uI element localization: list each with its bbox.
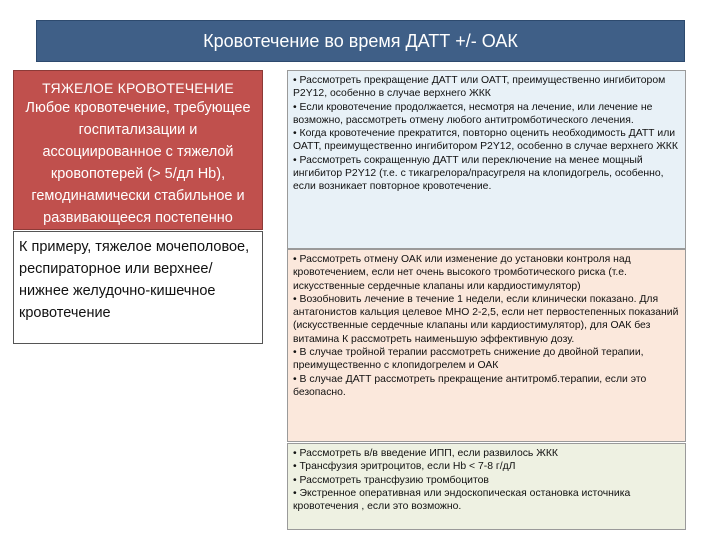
recommendation-item: • Рассмотреть прекращение ДАТТ или ОАТТ, преимущественно ингибитором P2Y12, особенно в случае верхнего ЖКК xyxy=(293,75,666,100)
recommendation-item: • Экстренное оперативная или эндоскопическая остановка источника кровотечения , если это возможно. xyxy=(293,487,631,513)
recommendation-item: • Если кровотечение продолжается, несмотря на лечение, или лечение не возможно, рассмотреть отмену любого антитромботического лечения. xyxy=(293,101,653,126)
recommendation-item: • Когда кровотечение прекратится, повторно оценить необходимость ДАТТ или ОАТТ, преимущественно ингибитором P2Y12, особенно в случае верхнего ЖКК xyxy=(293,128,678,153)
severe-bleeding-heading: ТЯЖЕЛОЕ КРОВОТЕЧЕНИЕ xyxy=(42,80,234,96)
recommendation-item: • Трансфузия эритроцитов, если Hb < 7-8 г/дЛ xyxy=(293,461,516,473)
recommendation-item: • В случае ДАТТ рассмотреть прекращение антитромб.терапии, если это безопасно. xyxy=(293,373,647,398)
page-title-bar xyxy=(36,20,685,62)
severe-bleeding-example-box xyxy=(13,231,263,344)
severe-bleeding-definition: Любое кровотечение, требующее госпитализации и ассоциированное с тяжелой кровопотерей (> 5/дл Hb), гемодинамически стабильное и развивающееся постепенно xyxy=(25,100,251,226)
recommendation-item: • Рассмотреть трансфузию тромбоцитов xyxy=(293,474,489,486)
severe-bleeding-example: К примеру, тяжелое мочеполовое, респираторное или верхнее/нижнее желудочно-кишечное кровотечение xyxy=(19,239,250,321)
page-title: Кровотечение во время ДАТТ +/- ОАК xyxy=(203,30,518,51)
recommendation-item: • Рассмотреть отмену ОАК или изменение до установки контроля над кровотечением, если нет очень высокого тромботического риска (т.е. искусственные сердечные клапаны или кардиостимулятор) xyxy=(293,254,631,292)
severe-bleeding-definition-box xyxy=(13,70,263,230)
recommendation-item: • Рассмотреть сокращенную ДАТТ или переключение на менее мощный ингибитор P2Y12 (т.е. с тикагрелора/прасугреля на клопидогрель, особенно, если возникает повторное кровотечение. xyxy=(293,154,664,193)
recommendation-item: • В случае тройной терапии рассмотреть снижение до двойной терапии, преимущественно с клопидогрелем и ОАК xyxy=(293,347,644,372)
recommendation-item: • Возобновить лечение в течение 1 недели, если клинически показано. Для антагонистов кальция целевое МНО 2-2,5, если нет первостепенных показаний (искусственные сердечные клапаны или кардиостимулятор), для ОАК без витамина К рассмотреть наименьшую эффективную дозу. xyxy=(293,293,679,345)
recommendation-item: • Рассмотреть в/в введение ИПП, если развилось ЖКК xyxy=(293,448,558,459)
supportive-measures-box xyxy=(287,443,686,530)
anticoagulant-recommendations-box xyxy=(287,249,686,442)
antiplatelet-recommendations-box xyxy=(287,70,686,249)
